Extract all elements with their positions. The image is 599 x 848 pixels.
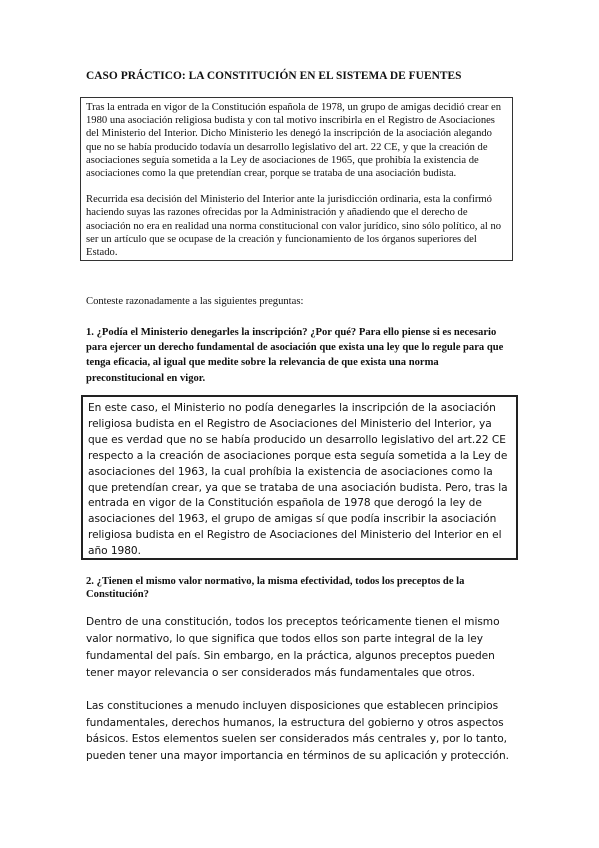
answer-2-paragraph: Las constituciones a menudo incluyen disposiciones que establecen principios fundamentales, derechos humanos, la estructura del gobierno y otros aspectos básicos. Estos elementos suelen ser considerados más centrales y, por lo tanto, pueden tener una mayor importancia en términos de su aplicación y protección.	[86, 699, 509, 763]
case-paragraph: Tras la entrada en vigor de la Constitución española de 1978, un grupo de amigas decidió crear en 1980 una asociación religiosa budista y con tal motivo inscribirla en el Registro de Asociaciones del Ministerio del Interior. Dicho Ministerio les denegó la inscripción de la asociación alegando que no se había producido todavía un desarrollo legislativo del art. 22 CE, y que la creación de asociaciones seguía sometida a la Ley de asociaciones de 1965, que prohibía la existencia de asociaciones como la que pretendían crear, porque se trataba de una asociación budista.	[86, 102, 501, 180]
answer-1-text: En este caso, el Ministerio no podía denegarles la inscripción de la asociación religiosa budista en el Registro de Asociaciones del Ministerio del Interior, ya que es verdad que no se había producido un desarrollo legislativo del art.22 CE respecto a la creación de asociaciones porque esta seguía sometida a la Ley de asociaciones del 1963, la cual prohíbia la existencia de asociaciones como la que pretendían crear, ya que se trataba de una asociación budista. Pero, tras la entrada en vigor de la Constitución española de 1978 que derogó la ley de asociaciones del 1963, el grupo de amigas sí que podía inscribir la asociación religiosa budista en el Registro de Asociaciones del Ministerio del Interior en el año 1980.	[88, 402, 508, 558]
answer-2-paragraph: Dentro de una constitución, todos los preceptos teóricamente tienen el mismo valor normativo, lo que significa que todos ellos son parte integral de la ley fundamental del país. Sin embargo, en la práctica, algunos preceptos pueden tener mayor relevancia o ser considerados más fundamentales que otros.	[86, 616, 500, 679]
answer-2	[86, 614, 526, 765]
case-paragraph: Recurrida esa decisión del Ministerio del Interior ante la jurisdicción ordinaria, esta la confirmó haciendo suyas las razones ofrecidas por la Administración y añadiendo que el derecho de asociación no era en realidad una norma constitucional con valor jurídico, sino sólo político, al no ser un artículo que se ocupase de la creación y funcionamiento de los órganos superiores del Estado.	[86, 194, 502, 259]
case-statement-box	[80, 97, 513, 261]
question-2: 2. ¿Tienen el mismo valor normativo, la misma efectividad, todos los preceptos de la Constitución?	[86, 576, 465, 601]
instructions-text: Conteste razonadamente a las siguientes preguntas:	[86, 296, 304, 307]
document-title: CASO PRÁCTICO: LA CONSTITUCIÓN EN EL SISTEMA DE FUENTES	[86, 70, 462, 82]
answer-1-box	[81, 395, 518, 560]
question-1: 1. ¿Podía el Ministerio denegarles la inscripción? ¿Por qué? Para ello piense si es necesario para ejercer un derecho fundamental de asociación que exista una ley que lo regule para que tenga eficacia, al igual que medite sobre la relevancia de que exista una norma preconstitucional en vigor.	[86, 327, 504, 384]
